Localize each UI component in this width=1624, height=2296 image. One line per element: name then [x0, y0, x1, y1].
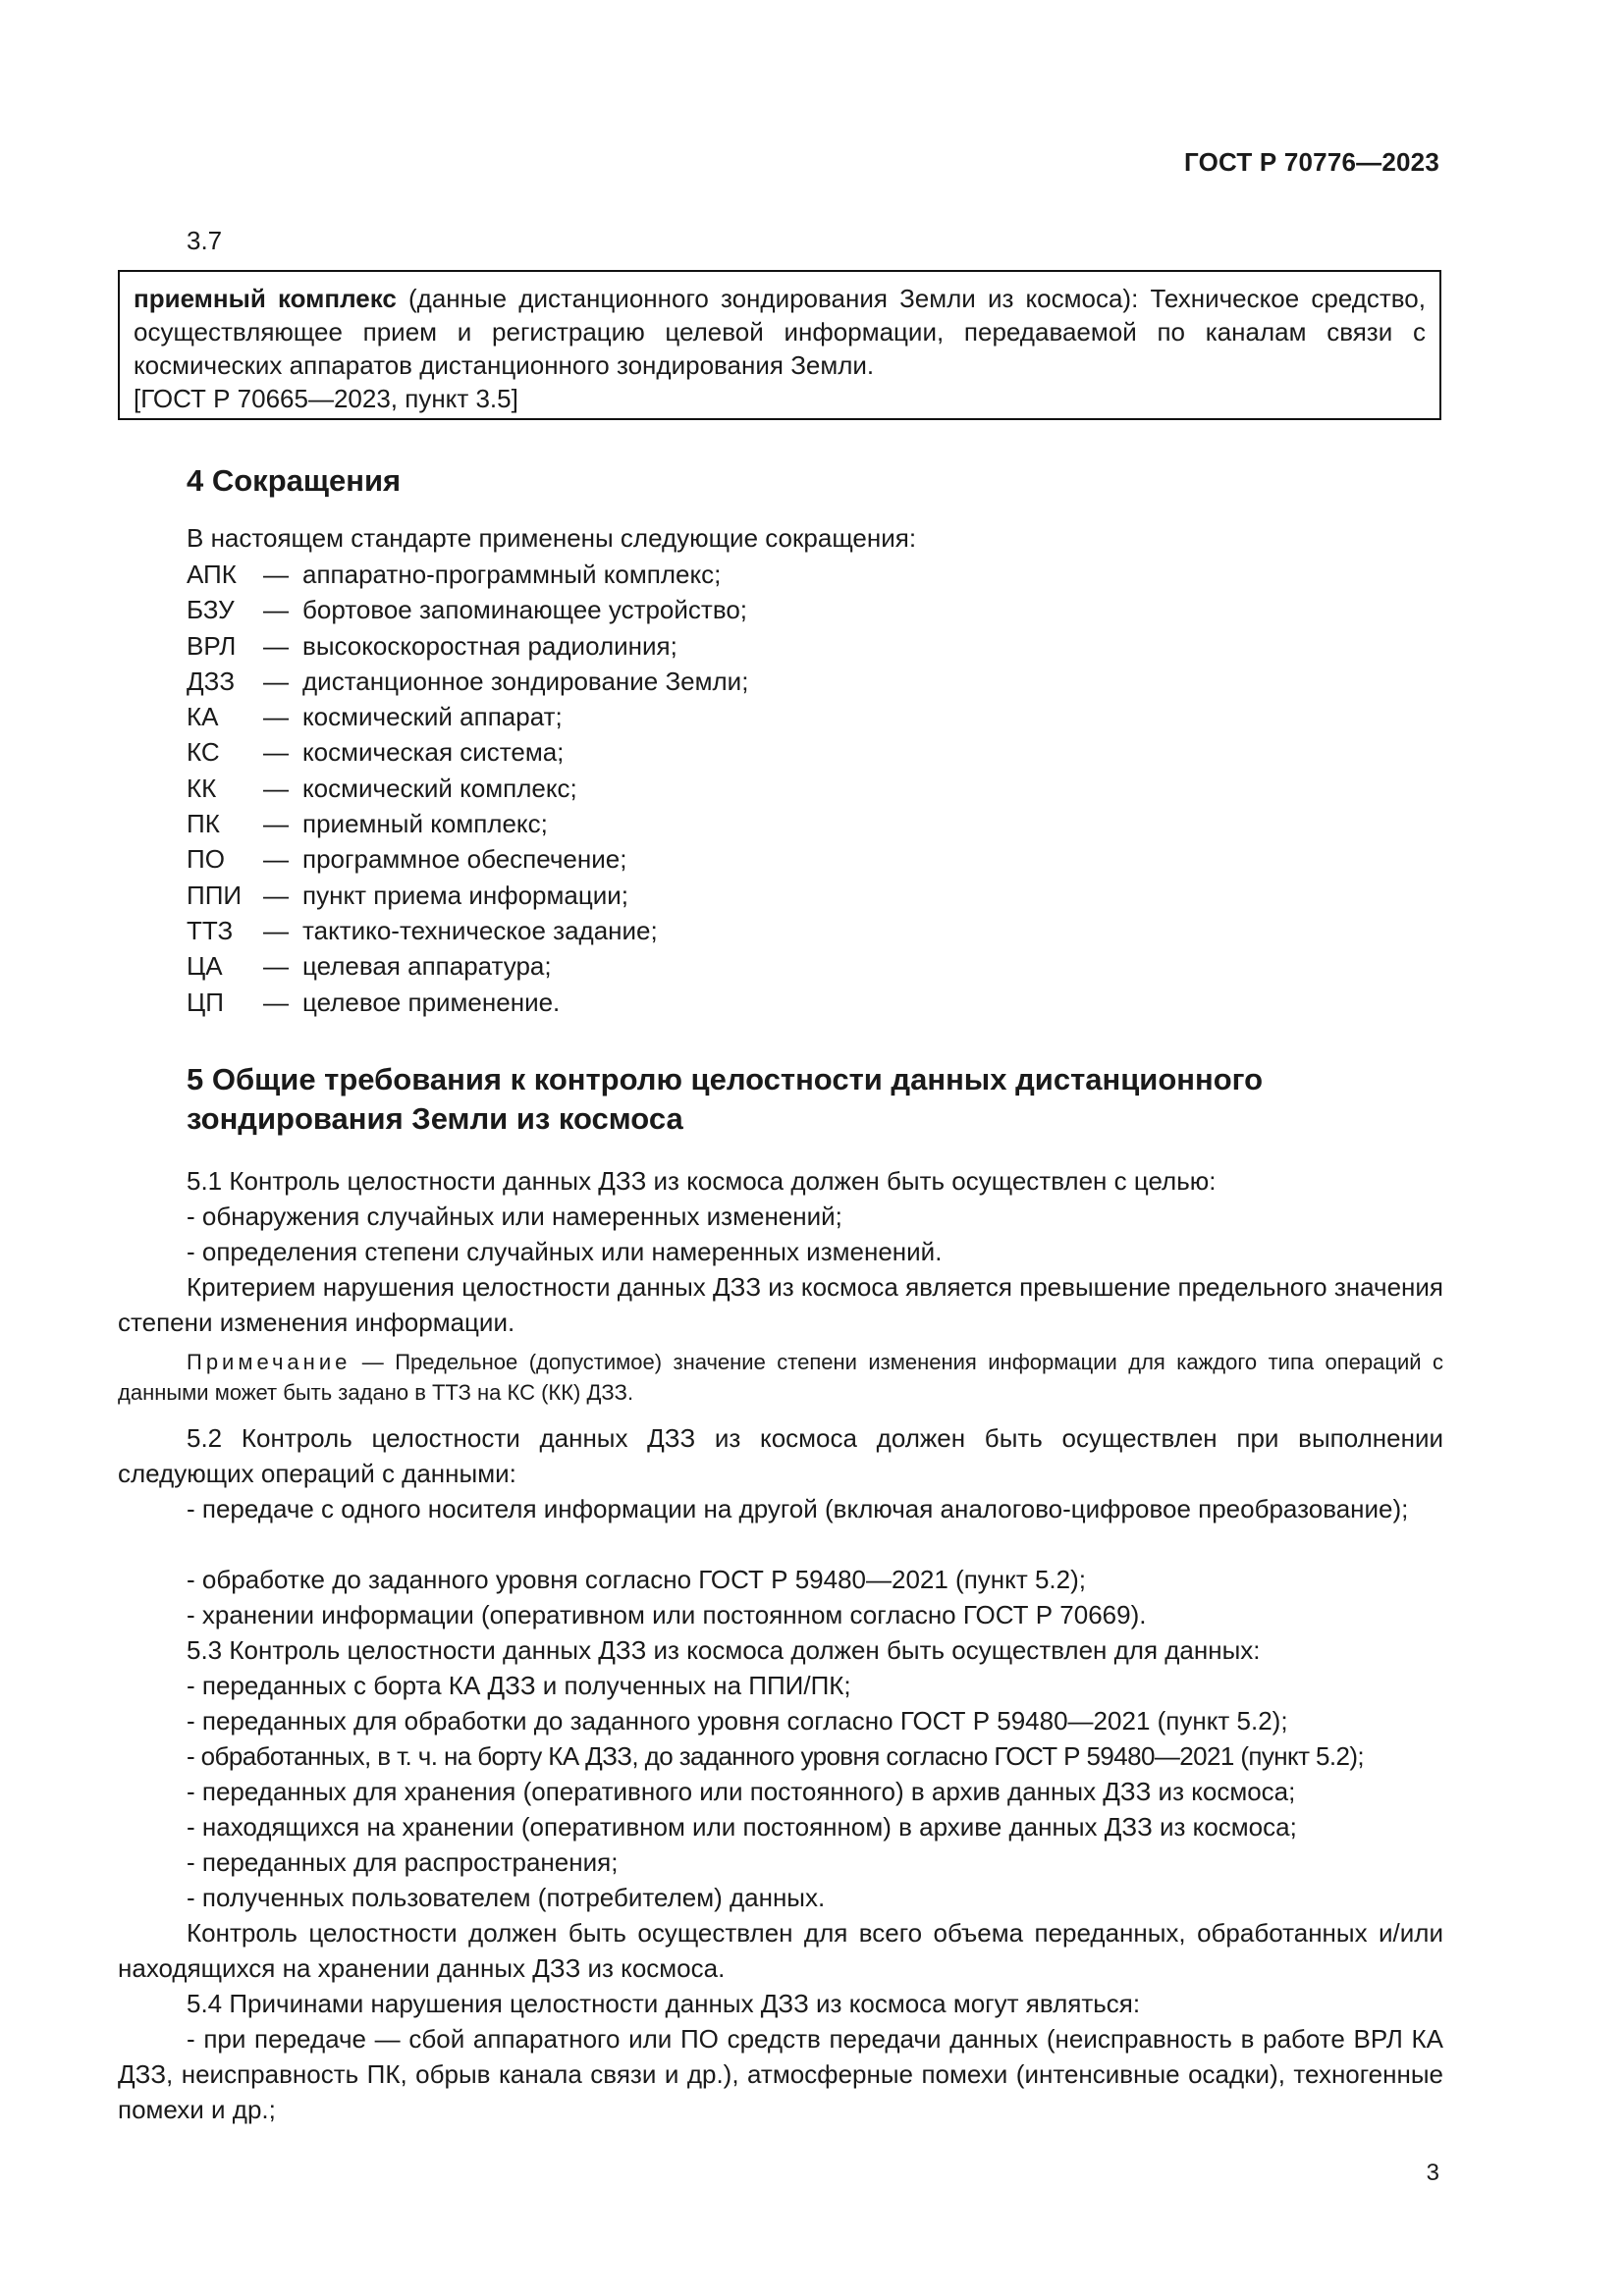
- list-item: - при передаче — сбой аппаратного или ПО средств передачи данных (неисправность в работе ВРЛ КА ДЗЗ, неисправность ПК, обрыв канала связи и др.), атмосферные помехи (интенсивные осадки), техногенные помехи и др.;: [118, 2024, 1443, 2124]
- abbreviation-list: [187, 557, 748, 1020]
- paragraph-5-3: 5.3 Контроль целостности данных ДЗЗ из космоса должен быть осуществлен для данных:: [187, 1635, 1261, 1665]
- abbreviation: КС: [187, 737, 220, 768]
- abbreviation: ПК: [187, 809, 220, 839]
- abbreviation-row: [187, 557, 748, 592]
- abbreviation: ЦА: [187, 951, 223, 982]
- list-item: - хранении информации (оперативном или постоянном согласно ГОСТ Р 70669).: [187, 1600, 1147, 1629]
- abbreviation-row: [187, 985, 748, 1020]
- term-definition-box: [118, 270, 1441, 420]
- paragraph-5-1: 5.1 Контроль целостности данных ДЗЗ из космоса должен быть осуществлен с целью:: [187, 1166, 1217, 1196]
- list-item: - переданных для хранения (оперативного или постоянного) в архив данных ДЗЗ из космоса;: [187, 1777, 1296, 1806]
- abbreviation: КК: [187, 773, 217, 803]
- section-5-title-line2: зондирования Земли из космоса: [187, 1101, 683, 1136]
- page-number: 3: [1426, 2160, 1439, 2186]
- section-5-title-line1: 5 Общие требования к контролю целостности данных дистанционного: [187, 1062, 1264, 1096]
- list-item: - обработанных, в т. ч. на борту КА ДЗЗ, до заданного уровня согласно ГОСТ Р 59480—2021 (пункт 5.2);: [187, 1741, 1365, 1771]
- abbreviation-meaning: приемный комплекс;: [302, 809, 548, 839]
- term-definition: (данные дистанционного зондирования Земли из космоса): Техническое средство, осуществляющее прием и регистрацию целевой информации, передаваемой по каналам связи с космических аппаратов дистанционного зондирования Земли.: [134, 284, 1426, 380]
- paragraph-criterion: Критерием нарушения целостности данных ДЗЗ из космоса является превышение предельного значения степени изменения информации.: [118, 1272, 1443, 1337]
- term-number: 3.7: [187, 226, 223, 255]
- list-item: - полученных пользователем (потребителем) данных.: [187, 1883, 826, 1912]
- abbreviation-dash: —: [263, 560, 289, 589]
- list-item: - определения степени случайных или намеренных изменений.: [187, 1237, 943, 1266]
- abbreviation: ВРЛ: [187, 630, 237, 661]
- abbreviation-row: [187, 592, 748, 627]
- abbreviation: АПК: [187, 560, 237, 589]
- abbreviation-meaning: дистанционное зондирование Земли;: [302, 666, 749, 696]
- abbreviation: КА: [187, 702, 219, 732]
- abbreviation-dash: —: [263, 702, 289, 732]
- abbreviation-row: [187, 628, 748, 664]
- abbreviation-meaning: целевое применение.: [302, 987, 561, 1017]
- term-source: [ГОСТ Р 70665—2023, пункт 3.5]: [134, 384, 518, 413]
- list-item: - переданных с борта КА ДЗЗ и полученных на ППИ/ПК;: [187, 1671, 851, 1700]
- list-item: - переданных для обработки до заданного уровня согласно ГОСТ Р 59480—2021 (пункт 5.2);: [187, 1706, 1288, 1735]
- abbreviation-meaning: космическая система;: [302, 737, 565, 768]
- abbreviation-dash: —: [263, 987, 289, 1017]
- abbreviation-meaning: программное обеспечение;: [302, 844, 627, 875]
- abbreviation: ТТЗ: [187, 915, 234, 945]
- section-4-title: 4 Сокращения: [187, 463, 402, 498]
- document-id: ГОСТ Р 70776—2023: [1184, 147, 1439, 177]
- list-item: - передаче с одного носителя информации на другой (включая аналогово-цифровое преобразование);: [187, 1494, 1409, 1523]
- list-item: - обнаружения случайных или намеренных изменений;: [187, 1201, 842, 1231]
- paragraph-5-2: 5.2 Контроль целостности данных ДЗЗ из космоса должен быть осуществлен при выполнении следующих операций с данными:: [118, 1423, 1443, 1488]
- abbreviation-dash: —: [263, 809, 289, 839]
- abbreviation-dash: —: [263, 880, 289, 910]
- abbreviation-dash: —: [263, 595, 289, 625]
- abbreviation-row: [187, 806, 748, 841]
- abbreviation: ЦП: [187, 987, 224, 1017]
- abbreviation: ДЗЗ: [187, 666, 236, 696]
- abbreviation: БЗУ: [187, 595, 235, 625]
- abbreviation-row: [187, 734, 748, 770]
- list-item: - переданных для распространения;: [187, 1847, 619, 1877]
- abbreviation-row: [187, 878, 748, 913]
- paragraph-5-4: 5.4 Причинами нарушения целостности данных ДЗЗ из космоса могут являться:: [187, 1989, 1141, 2018]
- abbreviation: ППИ: [187, 880, 243, 910]
- abbreviation-row: [187, 913, 748, 948]
- term-name: приемный комплекс: [134, 284, 397, 313]
- abbreviation: ПО: [187, 844, 225, 875]
- abbreviation-dash: —: [263, 630, 289, 661]
- abbreviation-meaning: тактико-техническое задание;: [302, 915, 658, 945]
- abbreviation-meaning: высокоскоростная радиолиния;: [302, 630, 677, 661]
- abbreviation-row: [187, 699, 748, 734]
- paragraph-control-scope: Контроль целостности должен быть осуществлен для всего объема переданных, обработанных и/или находящихся на хранении данных ДЗЗ из космоса.: [118, 1918, 1443, 1983]
- abbreviation-meaning: аппаратно-программный комплекс;: [302, 560, 722, 589]
- abbreviation-row: [187, 771, 748, 806]
- abbreviation-meaning: космический комплекс;: [302, 773, 577, 803]
- abbreviation-row: [187, 948, 748, 984]
- list-item: - обработке до заданного уровня согласно ГОСТ Р 59480—2021 (пункт 5.2);: [187, 1565, 1086, 1594]
- abbreviation-meaning: космический аппарат;: [302, 702, 563, 732]
- abbreviation-dash: —: [263, 773, 289, 803]
- abbreviation-meaning: бортовое запоминающее устройство;: [302, 595, 748, 625]
- abbreviation-dash: —: [263, 666, 289, 696]
- abbreviation-dash: —: [263, 844, 289, 875]
- abbreviation-meaning: пункт приема информации;: [302, 880, 629, 910]
- list-item: - находящихся на хранении (оперативном или постоянном) в архиве данных ДЗЗ из космоса;: [187, 1812, 1297, 1842]
- abbreviation-meaning: целевая аппаратура;: [302, 951, 552, 982]
- note-text: — Предельное (допустимое) значение степени изменения информации для каждого типа операций с данными может быть задано в ТТЗ на КС (КК) ДЗЗ.: [118, 1350, 1443, 1405]
- abbreviation-dash: —: [263, 951, 289, 982]
- abbreviation-row: [187, 841, 748, 877]
- note: [118, 1347, 1443, 1408]
- section-4-intro: В настоящем стандарте применены следующие сокращения:: [187, 523, 917, 553]
- note-label: Примечание: [187, 1350, 352, 1374]
- abbreviation-dash: —: [263, 915, 289, 945]
- abbreviation-dash: —: [263, 737, 289, 768]
- abbreviation-row: [187, 664, 748, 699]
